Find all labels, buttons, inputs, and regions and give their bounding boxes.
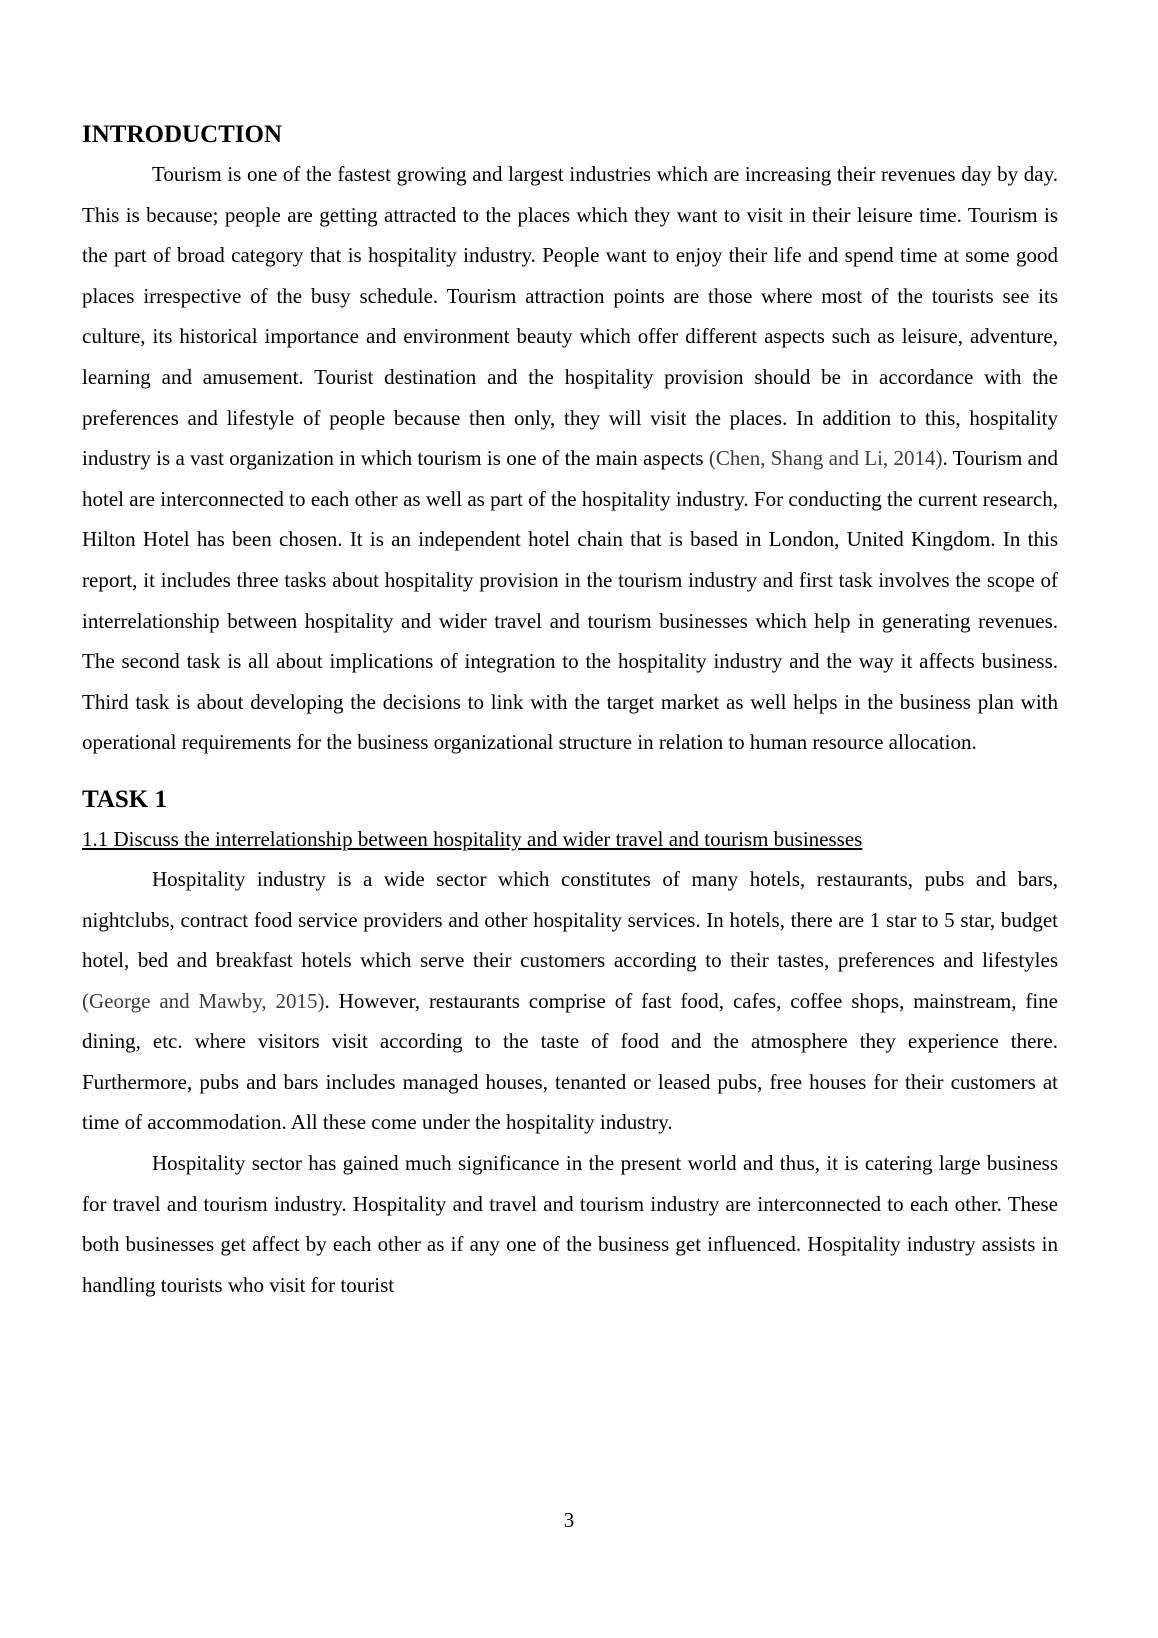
introduction-text-part-1: Tourism is one of the fastest growing and largest industries which are increasing their revenues day by day. This is because; people are getting attracted to the places which they want to visit in their leisure time. Tourism is the part of broad category that is hospitality industry. People want to enjoy their life and spend time at some good places irrespective of the busy schedule. Tourism attraction points are those where most of the tourists see its culture, its historical importance and environment beauty which offer different aspects such as leisure, adventure, learning and amusement. Tourist destination and the hospitality provision should be in accordance with the preferences and lifestyle of people because then only, they will visit the places. In addition to this, hospitality industry is a vast organization in which tourism is one of the main aspects [82,162,1058,471]
document-page [82,118,1058,1305]
introduction-heading: INTRODUCTION [82,121,283,148]
introduction-text-part-2: . Tourism and hotel are interconnected to each other as well as part of the hospitality industry. For conducting the current research, Hilton Hotel has been chosen. It is an independent hotel chain that is based in London, United Kingdom. In this report, it includes three tasks about hospitality provision in the tourism industry and first task involves the scope of interrelationship between hospitality and wider travel and tourism businesses which help in generating revenues. The second task is all about implications of integration to the hospitality industry and the way it affects business. Third task is about developing the decisions to link with the target market as well helps in the business plan with operational requirements for the business organizational structure in relation to human resource allocation. [82,446,1059,755]
task1-paragraph-2: Hospitality sector has gained much significance in the present world and thus, it is catering large business for travel and tourism industry. Hospitality and travel and tourism industry are interconnected to each other. These both businesses get affect by each other as if any one of the business get influenced. Hospitality industry assists in handling tourists who visit for tourist [82,1151,1058,1297]
task1-paragraph-1 [82,859,1058,1143]
citation-chen-shang-li: (Chen, Shang and Li, 2014) [708,446,943,471]
page-number: 3 [563,1508,575,1532]
citation-george-mawby: (George and Mawby, 2015) [82,988,325,1013]
task1-subheading: 1.1 Discuss the interrelationship between hospitality and wider travel and tourism businesses [82,826,863,851]
task1-text-part-2: . However, restaurants comprise of fast food, cafes, coffee shops, mainstream, fine dining, etc. where visitors visit according to the taste of food and the atmosphere they experience there. Furthermore, pubs and bars includes managed houses, tenanted or leased pubs, free houses for their customers at time of accommodation. All these come under the hospitality industry. [82,988,1058,1135]
task1-text-part-1: Hospitality industry is a wide sector which constitutes of many hotels, restaurants, pubs and bars, nightclubs, contract food service providers and other hospitality services. In hotels, there are 1 star to 5 star, budget hotel, bed and breakfast hotels which serve their customers according to their tastes, preferences and lifestyles [82,866,1058,973]
task1-heading: TASK 1 [82,785,167,813]
introduction-paragraph [82,154,1058,763]
